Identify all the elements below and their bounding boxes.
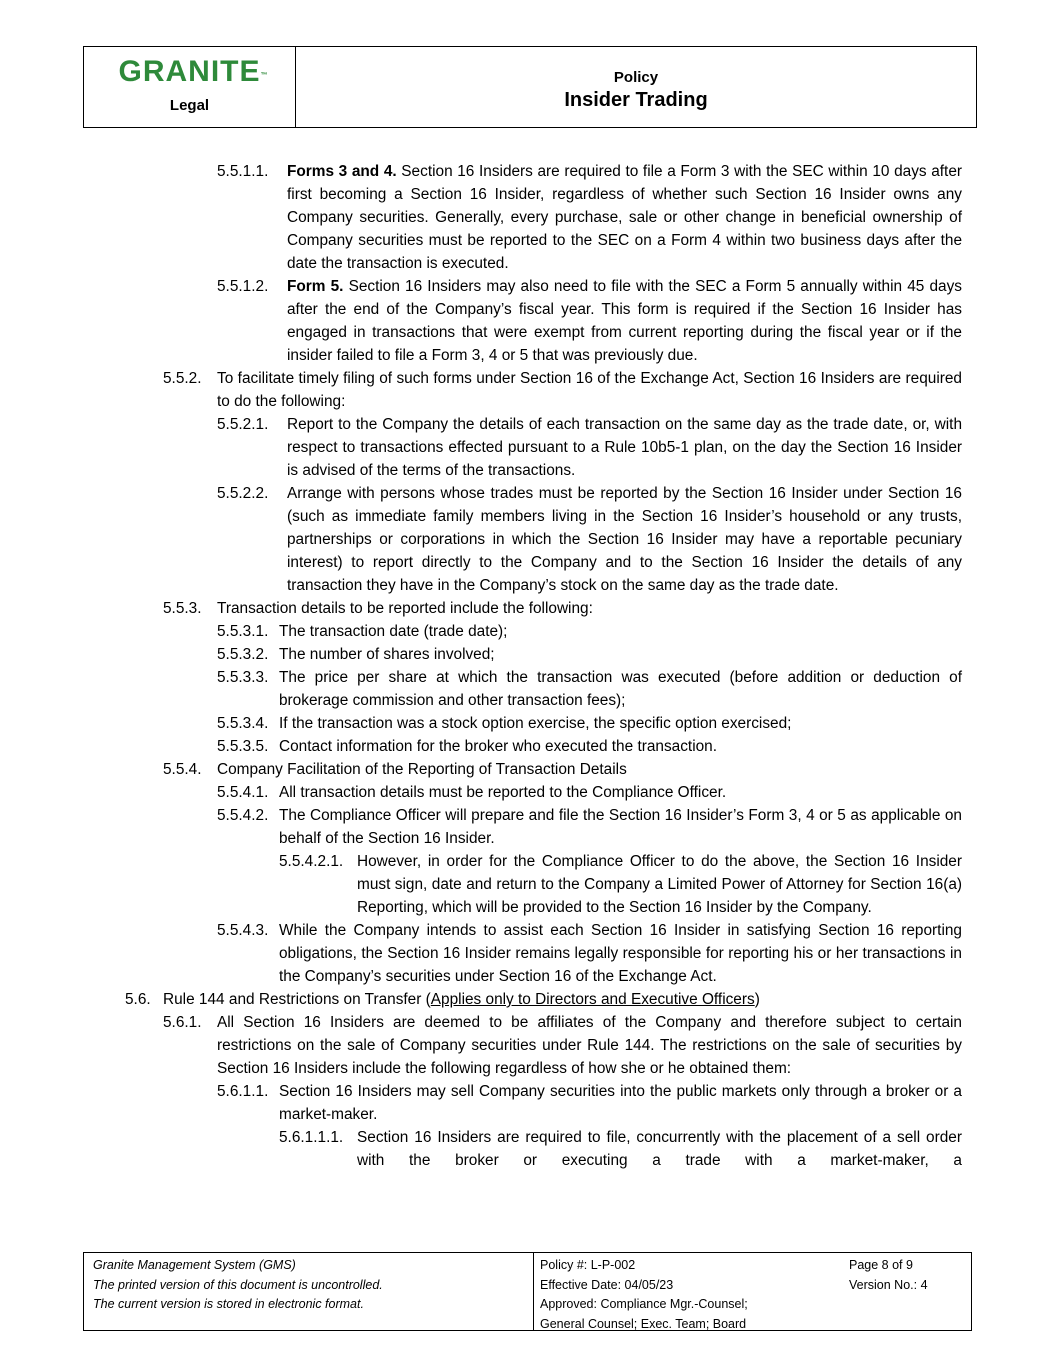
section-text: All Section 16 Insiders are deemed to be affiliates of the Company and therefore subject to certain restrictions on the sale of Company securities under Rule 144. The restrictions on the sale of securities by Section 16 Insiders include the following regardless of how she or he obtained them: xyxy=(217,1014,962,1077)
section-heading: Forms 3 and 4. xyxy=(287,163,397,180)
section-text: All transaction details must be reported to the Compliance Officer. xyxy=(279,784,727,801)
logo-trademark: ™ xyxy=(260,72,269,79)
section-5-5-4 xyxy=(163,758,962,781)
footer-system-cell xyxy=(84,1253,534,1330)
section-text: The price per share at which the transaction was executed (before addition or deduction of brokerage commission and other transaction fees); xyxy=(279,669,962,709)
section-text: Arrange with persons whose trades must be reported by the Section 16 Insider under Section 16 (such as immediate family members living in the Section 16 Insider’s household or any trusts, partnerships or corporations in which the Section 16 Insider may have a reportable pecuniary interest) to report directly to the Company and to the Section 16 Insider the details of any transaction they have in the Company’s stock on the same day as the trade date. xyxy=(287,485,962,594)
footer-page-number: Page 8 of 9 xyxy=(849,1258,913,1272)
section-5-5-2-2 xyxy=(217,482,962,597)
section-text: Rule 144 and Restrictions on Transfer (Applies only to Directors and Executive Officers) xyxy=(163,991,760,1008)
section-5-5-1-2 xyxy=(217,275,962,367)
section-text: Company Facilitation of the Reporting of Transaction Details xyxy=(217,761,627,778)
section-text: To facilitate timely filing of such forms under Section 16 of the Exchange Act, Section 16 Insiders are required to do the following: xyxy=(217,370,962,410)
section-number: 5.5.2. xyxy=(163,370,202,387)
section-5-5-3-2 xyxy=(217,643,962,666)
footer-system-name: Granite Management System (GMS) xyxy=(93,1258,296,1272)
document-body xyxy=(0,160,1055,1172)
logo-text: GRANITE xyxy=(118,55,261,88)
footer-policy-cell xyxy=(534,1253,849,1330)
department-label: Legal xyxy=(169,97,210,114)
section-number: 5.5.4.1. xyxy=(217,784,269,801)
section-text: The number of shares involved; xyxy=(279,646,495,663)
section-5-6-1-1-1 xyxy=(279,1126,962,1172)
section-number: 5.5.4.2. xyxy=(217,807,269,824)
section-5-5-4-3 xyxy=(217,919,962,988)
footer-effective-date: Effective Date: 04/05/23 xyxy=(540,1277,674,1292)
footer-approved-line-1: Approved: Compliance Mgr.-Counsel; xyxy=(540,1297,748,1311)
footer-version: Version No.: 4 xyxy=(849,1277,928,1292)
section-number: 5.6.1. xyxy=(163,1014,202,1031)
footer-uncontrolled-note: The printed version of this document is uncontrolled. xyxy=(93,1277,383,1292)
section-5-5-4-2-1 xyxy=(279,850,962,919)
section-number: 5.5.3. xyxy=(163,600,202,617)
granite-logo xyxy=(118,55,269,89)
document-title: Insider Trading xyxy=(564,88,708,111)
section-text: Form 5. Section 16 Insiders may also need to file with the SEC a Form 5 annually within 45 days after the end of the Company’s fiscal year. This form is required if the Section 16 Insider has engaged in transactions that were exempt from current reporting during the fiscal year or if the insider failed to file a Form 3, 4 or 5 that was previously due. xyxy=(287,278,962,364)
section-text: Contact information for the broker who executed the transaction. xyxy=(279,738,718,755)
section-5-5-2 xyxy=(163,367,962,413)
footer-policy-number: Policy #: L-P-002 xyxy=(540,1258,636,1272)
section-text: However, in order for the Compliance Officer to do the above, the Section 16 Insider must sign, date and return to the Company a Limited Power of Attorney for Section 16(a) Reporting, which will be provided to the Section 16 Insider by the Company. xyxy=(357,853,962,916)
section-5-5-4-1 xyxy=(217,781,962,804)
section-text: Section 16 Insiders are required to file, concurrently with the placement of a sell order with the broker or executing a trade with a market-maker, a xyxy=(357,1129,962,1169)
section-text: Section 16 Insiders may sell Company securities into the public markets only through a broker or a market-maker. xyxy=(279,1083,962,1123)
section-number: 5.5.3.1. xyxy=(217,623,269,640)
section-text: The Compliance Officer will prepare and file the Section 16 Insider’s Form 3, 4 or 5 as applicable on behalf of the Section 16 Insider. xyxy=(279,807,962,847)
section-number: 5.6. xyxy=(125,991,151,1008)
section-number: 5.5.1.2. xyxy=(217,278,269,295)
section-text: Forms 3 and 4. Section 16 Insiders are required to file a Form 3 with the SEC within 10 days after first becoming a Section 16 Insider, regardless of whether such Section 16 Insider owns any Company securities. Generally, every purchase, sale or other change in beneficial ownership of Company securities must be reported to the SEC on a Form 4 within two business days after the date the transaction is executed. xyxy=(287,163,963,272)
section-number: 5.5.1.1. xyxy=(217,163,269,180)
header-logo-cell xyxy=(84,47,296,127)
footer-approved-line-2: General Counsel; Exec. Team; Board xyxy=(540,1316,747,1331)
footer-electronic-note: The current version is stored in electronic format. xyxy=(93,1297,364,1311)
section-number: 5.5.2.1. xyxy=(217,416,269,433)
section-text: Transaction details to be reported include the following: xyxy=(217,600,593,617)
section-number: 5.5.4.2.1. xyxy=(279,853,344,870)
section-5-5-1-1 xyxy=(217,160,963,275)
section-5-5-3-4 xyxy=(217,712,962,735)
footer-page-cell xyxy=(849,1253,971,1330)
document-type: Policy xyxy=(613,68,659,86)
section-number: 5.5.4.3. xyxy=(217,922,269,939)
applies-only-note: Applies only to Directors and Executive Officers xyxy=(430,991,755,1008)
section-text: The transaction date (trade date); xyxy=(279,623,508,640)
section-text: If the transaction was a stock option exercise, the specific option exercised; xyxy=(279,715,792,732)
section-heading: Form 5. xyxy=(287,278,344,295)
section-number: 5.6.1.1. xyxy=(217,1083,269,1100)
section-5-5-2-1 xyxy=(217,413,962,482)
section-number: 5.6.1.1.1. xyxy=(279,1129,344,1146)
section-5-6-1 xyxy=(163,1011,962,1080)
section-5-5-3-5 xyxy=(217,735,962,758)
section-5-5-3 xyxy=(163,597,962,620)
section-number: 5.5.3.2. xyxy=(217,646,269,663)
section-text: While the Company intends to assist each Section 16 Insider in satisfying Section 16 reporting obligations, the Section 16 Insider remains legally responsible for reporting his or her transactions in the Company’s securities under Section 16 of the Exchange Act. xyxy=(279,922,962,985)
document-header xyxy=(83,46,977,128)
section-number: 5.5.3.5. xyxy=(217,738,269,755)
section-number: 5.5.3.4. xyxy=(217,715,269,732)
section-5-5-4-2 xyxy=(217,804,962,850)
section-number: 5.5.2.2. xyxy=(217,485,269,502)
section-5-5-3-3 xyxy=(217,666,962,712)
document-footer xyxy=(83,1252,972,1331)
section-5-6-1-1 xyxy=(217,1080,962,1126)
header-title-cell xyxy=(296,47,976,127)
section-text: Report to the Company the details of each transaction on the same day as the trade date, or, with respect to transactions effected pursuant to a Rule 10b5-1 plan, on the day the Section 16 Insider is advised of the terms of the transactions. xyxy=(287,416,962,479)
section-5-6 xyxy=(125,988,962,1011)
section-5-5-3-1 xyxy=(217,620,962,643)
section-number: 5.5.3.3. xyxy=(217,669,269,686)
section-number: 5.5.4. xyxy=(163,761,202,778)
